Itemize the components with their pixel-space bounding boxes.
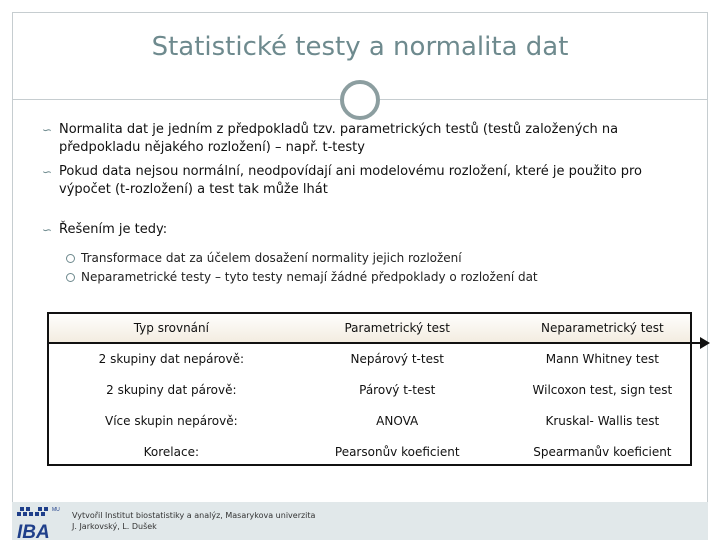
circle-bullet-icon xyxy=(66,273,75,282)
curly-bullet-icon: ∽ xyxy=(42,123,53,137)
comparison-table xyxy=(47,312,706,467)
table-cell: Více skupin nepárově: xyxy=(105,413,238,428)
logo-small-text: MU xyxy=(52,507,60,513)
curly-bullet-icon: ∽ xyxy=(42,165,53,179)
arrow-right-icon xyxy=(700,337,710,349)
table-cell: Mann Whitney test xyxy=(545,351,659,366)
table-cell: Wilcoxon test, sign test xyxy=(532,382,673,397)
bullet-text: Pokud data nejsou normální, neodpovídají ani modelovému rozložení, které je použito pro výpočet (t-rozložení) a test tak může lhát xyxy=(59,164,642,197)
sub-bullet-list xyxy=(66,249,686,287)
table-header-cell: Neparametrický test xyxy=(541,320,664,335)
table-row xyxy=(47,405,706,436)
table-cell: 2 skupiny dat párově: xyxy=(106,382,237,397)
table-row xyxy=(47,374,706,405)
footer-credits xyxy=(72,510,315,532)
sub-bullet-item xyxy=(66,268,686,287)
footer-line: J. Jarkovský, L. Dušek xyxy=(72,522,157,531)
circle-bullet-icon xyxy=(66,254,75,263)
ring-icon xyxy=(340,80,380,120)
table-header-cell: Parametrický test xyxy=(344,320,450,335)
title-divider-left xyxy=(12,99,340,100)
table-cell: 2 skupiny dat nepárově: xyxy=(98,351,245,366)
sub-bullet-item xyxy=(66,249,686,268)
sub-bullet-text: Neparametrické testy – tyto testy nemají žádné předpoklady o rozložení dat xyxy=(81,270,538,284)
bullet-item xyxy=(44,163,694,199)
table-cell: Korelace: xyxy=(143,444,200,459)
table-header-cell: Typ srovnání xyxy=(133,320,209,335)
iba-logo xyxy=(14,504,64,540)
table-row xyxy=(47,436,706,467)
table-cell: Spearmanův koeficient xyxy=(533,444,672,459)
footer-line: Vytvořil Institut biostatistiky a analýz, Masarykova univerzita xyxy=(72,511,316,520)
table-cell: Kruskal- Wallis test xyxy=(545,413,660,428)
table-cell: Párový t-test xyxy=(359,382,436,397)
slide-title: Statistické testy a normalita dat xyxy=(151,32,569,62)
logo-text: IBA xyxy=(17,522,50,540)
table-row xyxy=(47,343,706,374)
title-divider-right xyxy=(380,99,708,100)
table-cell: ANOVA xyxy=(376,413,419,428)
curly-bullet-icon: ∽ xyxy=(42,223,53,237)
table-cell: Nepárový t-test xyxy=(350,351,444,366)
bullet-item xyxy=(44,221,694,239)
bullet-item xyxy=(44,121,694,157)
footer-bar xyxy=(12,502,708,540)
bullet-list xyxy=(44,121,694,287)
table-header-row xyxy=(47,312,706,343)
sub-bullet-text: Transformace dat za účelem dosažení normality jejich rozložení xyxy=(81,251,462,265)
bullet-text: Normalita dat je jedním z předpokladů tzv. parametrických testů (testů založených na předpokladu nějakého rozložení) – např. t-testy xyxy=(59,122,619,155)
bullet-text: Řešením je tedy: xyxy=(59,222,168,237)
table-cell: Pearsonův koeficient xyxy=(334,444,460,459)
header-arrow-line xyxy=(47,342,703,344)
